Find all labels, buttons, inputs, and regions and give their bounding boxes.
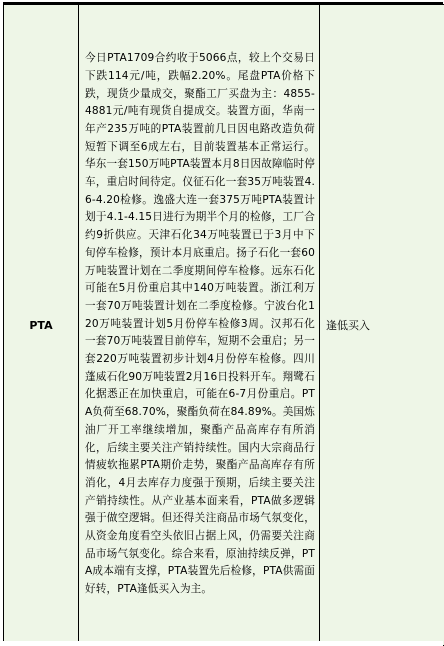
commentary-text: 今日PTA1709合约收于5066点，较上个交易日下跌114元/吨，跌幅2.20%。尾盘PTA价格下跌，现货少量成交，聚酯工厂买盘为主：4855-4881元/吨有现货自提成交。装置方面，华南一年产235万吨的PTA装置前几日因电路改造负荷短暂下调至6成左右，目前装置基本正常运行。华东一套150万吨PTA装置本月8日因故障临时停车，重启时间待定。仪征石化一套35万吨装置4.6-4.20检修。逸盛大连一套375万吨PTA装置计划于4.1-4.15日进行为期半个月的检修，工厂合约9折供应。天津石化34万吨装置已于3月中下旬停车检修，预计本月底重启。扬子石化一套60万吨装置计划在二季度期间停车检修。远东石化可能在5月份重启其中140万吨装置。浙江利万一套70万吨装置计划在二季度检修。宁波台化120万吨装置计划5月份停车检修3周。汉邦石化一套70万吨装置目前停车，短期不会重启；另一套220万吨装置初步计划4月份停车检修。四川蓬威石化90万吨装置2月16日投料开车。翔鹭石化据悉正在加快重启，可能在6-7月份重启。PTA负荷至68.70%，聚酯负荷在84.89%。美国炼油厂开工率继续增加，聚酯产品高库存有所消化，后续主要关注产销持续性。国内大宗商品行情疲软拖累PTA期价走势，聚酯产品高库存有所消化，4月去库存力度强于预期，后续主要关注产销持续性。从产业基本面来看，PTA做多逻辑强于做空逻辑。但还得关注商品市场气氛变化，从资金角度看空头依旧占据上风，仍需要关注商品市场气氛变化。综合来看，原油持续反弹，PTA成本端有支撑，PTA装置先后检修，PTA供需面好转，PTA逢低买入为主。 xyxy=(85,52,315,596)
view-cell xyxy=(320,5,444,646)
commentary-cell xyxy=(79,5,320,646)
strategy-table xyxy=(3,4,444,646)
table-row xyxy=(4,5,444,646)
trading-view: 逢低买入 xyxy=(326,319,370,332)
commodity-label-cell xyxy=(4,5,79,646)
commodity-label: PTA xyxy=(29,318,53,332)
page-cut-edge xyxy=(3,641,443,646)
